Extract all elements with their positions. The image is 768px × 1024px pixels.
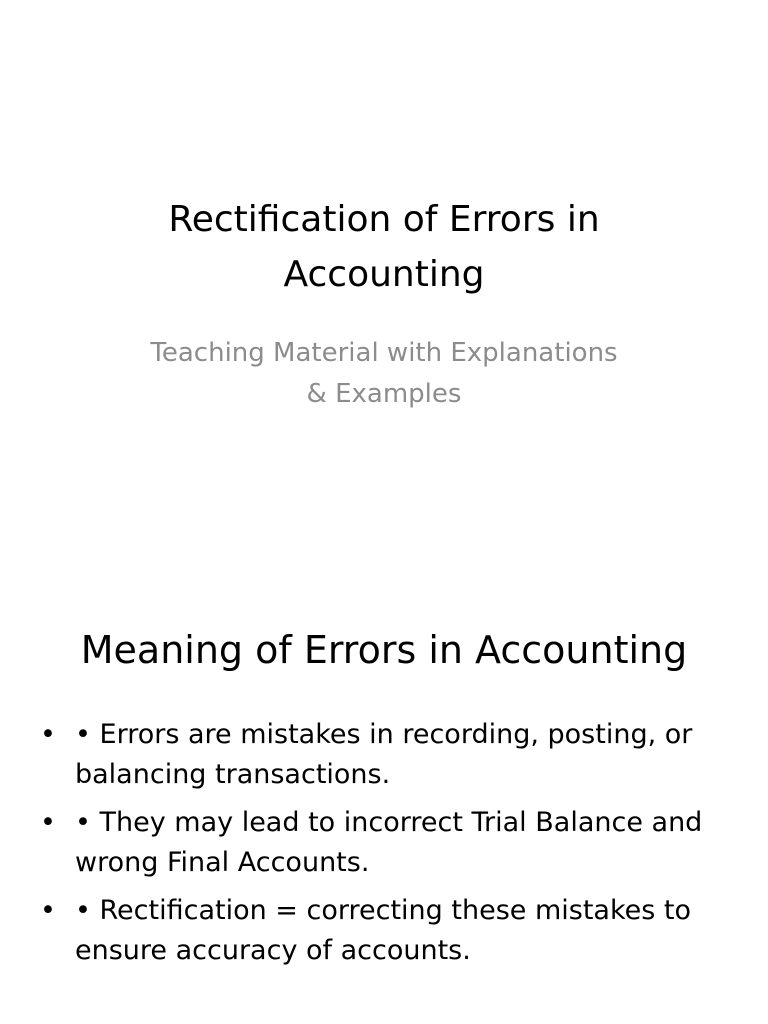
- bullet-item: [40, 891, 730, 971]
- bullet-marker: •: [40, 719, 56, 750]
- bullet-text: • Errors are mistakes in recording, posting, or balancing transactions.: [75, 719, 693, 790]
- slide-subtitle: [60, 333, 708, 415]
- bullet-item: [40, 715, 730, 795]
- slide-title: [60, 192, 708, 302]
- bullet-marker: •: [40, 895, 56, 926]
- bullet-marker: •: [40, 807, 56, 838]
- slide-heading: Meaning of Errors in Accounting: [80, 628, 688, 672]
- bullet-text: • They may lead to incorrect Trial Balance and wrong Final Accounts.: [75, 807, 703, 878]
- slide-title-line: Rectification of Errors in: [168, 199, 600, 240]
- content-slide: [0, 512, 768, 1024]
- bullet-text: • Rectification = correcting these mistakes to ensure accuracy of accounts.: [75, 895, 691, 966]
- slide-title-line: Accounting: [283, 254, 485, 295]
- slide-subtitle-line: & Examples: [306, 379, 462, 409]
- bullet-item: [40, 803, 730, 883]
- slide-subtitle-line: Teaching Material with Explanations: [150, 338, 618, 368]
- bullet-list: [40, 715, 730, 979]
